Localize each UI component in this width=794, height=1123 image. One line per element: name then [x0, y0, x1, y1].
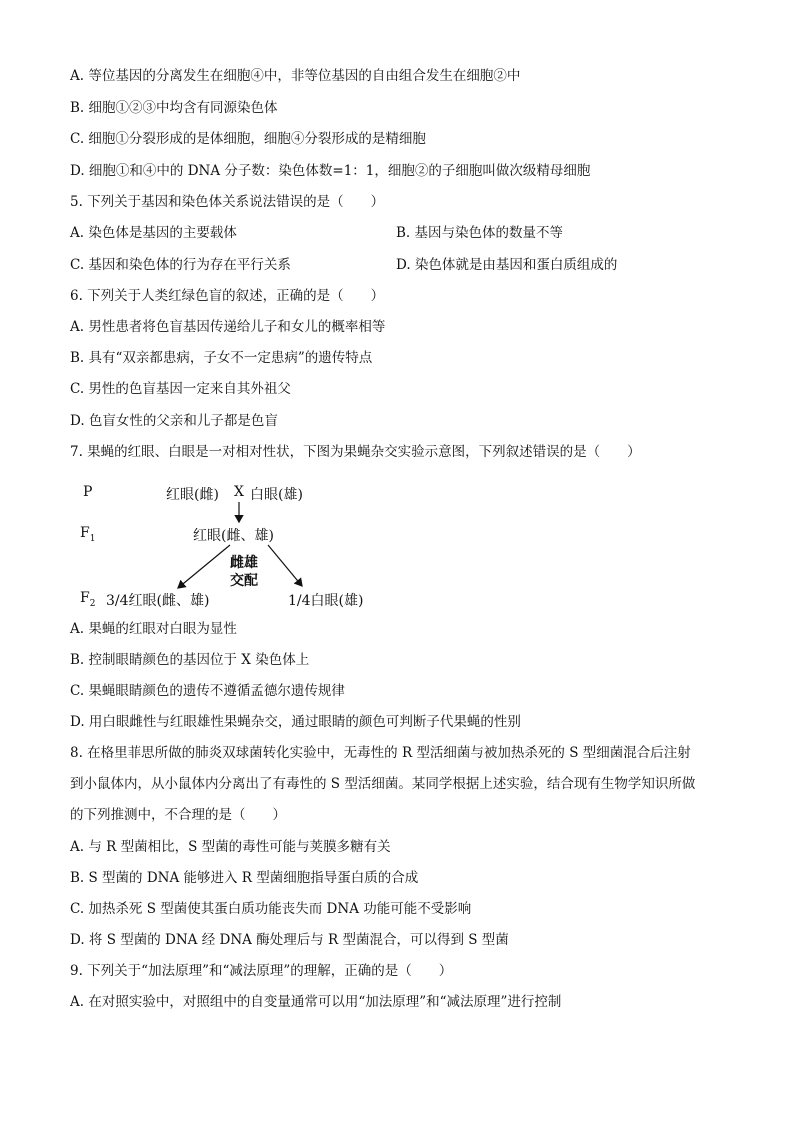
diagram-mating-line2: 交配 — [230, 573, 258, 589]
q4-option-c: C. 细胞①分裂形成的是体细胞，细胞④分裂形成的是精细胞 — [70, 131, 426, 147]
q6-option-c: C. 男性的色盲基因一定来自其外祖父 — [70, 381, 291, 397]
diagram-p-male: 白眼(雄) — [250, 487, 303, 503]
q6-option-b: B. 具有“双亲都患病，子女不一定患病”的遗传特点 — [70, 350, 373, 366]
q9-option-a: A. 在对照实验中，对照组中的自变量通常可以用“加法原理”和“减法原理”进行控制 — [70, 994, 562, 1010]
q6-option-a: A. 男性患者将色盲基因传递给儿子和女儿的概率相等 — [70, 319, 386, 335]
arrow-f1-to-f2-right — [268, 545, 302, 586]
diagram-mating-line1: 雌雄 — [230, 555, 258, 571]
diagram-arrows — [70, 478, 410, 618]
q8-option-b: B. S 型菌的 DNA 能够进入 R 型菌细胞指导蛋白质的合成 — [70, 870, 419, 886]
q7-option-d: D. 用白眼雌性与红眼雄性果蝇杂交，通过眼睛的颜色可判断子代果蝇的性别 — [70, 714, 521, 730]
q8-option-c: C. 加热杀死 S 型菌使其蛋白质功能丧失而 DNA 功能可能不受影响 — [70, 901, 472, 917]
q4-option-d: D. 细胞①和④中的 DNA 分子数：染色体数=1：1，细胞②的子细胞叫做次级精母细胞 — [70, 163, 591, 179]
diagram-cross-sign: X — [234, 484, 244, 500]
diagram-f1-label: $F_1$ — [80, 525, 96, 544]
cross-diagram — [70, 478, 410, 618]
q5-option-c: C. 基因和染色体的行为存在平行关系 — [70, 257, 291, 273]
q4-option-a: A. 等位基因的分离发生在细胞④中，非等位基因的自由组合发生在细胞②中 — [70, 68, 521, 84]
q7-option-b: B. 控制眼睛颜色的基因位于 X 染色体上 — [70, 652, 310, 668]
q7-option-a: A. 果蝇的红眼对白眼为显性 — [70, 621, 237, 637]
q8-stem-line1: 8. 在格里菲思所做的肺炎双球菌转化实验中，无毒性的 R 型活细菌与被加热杀死的 S 型细菌混合后注射 — [70, 745, 691, 761]
q7-option-c: C. 果蝇眼睛颜色的遗传不遵循孟德尔遗传规律 — [70, 683, 345, 699]
q8-stem-line2: 到小鼠体内，从小鼠体内分离出了有毒性的 S 型活细菌。某同学根据上述实验，结合现有生物学知识所做 — [70, 776, 696, 792]
q5-option-b: B. 基因与染色体的数量不等 — [396, 225, 564, 241]
q6-option-d: D. 色盲女性的父亲和儿子都是色盲 — [70, 413, 278, 429]
diagram-f2-label: $F_2$ — [80, 590, 96, 609]
diagram-p-female: 红眼(雌) — [166, 487, 219, 503]
q6-stem: 6. 下列关于人类红绿色盲的叙述，正确的是（ ） — [70, 288, 385, 304]
diagram-f1: 红眼(雌、雄) — [193, 528, 274, 544]
q5-stem: 5. 下列关于基因和染色体关系说法错误的是（ ） — [70, 194, 385, 210]
q7-stem: 7. 果蝇的红眼、白眼是一对相对性状，下图为果蝇杂交实验示意图，下列叙述错误的是（ ） — [70, 444, 641, 460]
diagram-f2-right: 1/4白眼(雄) — [288, 593, 364, 609]
q8-option-a: A. 与 R 型菌相比，S 型菌的毒性可能与荚膜多糖有关 — [70, 839, 391, 855]
q8-option-d: D. 将 S 型菌的 DNA 经 DNA 酶处理后与 R 型菌混合，可以得到 S 型菌 — [70, 932, 509, 948]
diagram-p-label: P — [83, 484, 93, 500]
q5-option-a: A. 染色体是基因的主要载体 — [70, 225, 237, 241]
arrow-f1-to-f2-left — [178, 545, 230, 588]
q5-option-d: D. 染色体就是由基因和蛋白质组成的 — [396, 257, 618, 273]
q8-stem-line3: 的下列推测中，不合理的是（ ） — [70, 807, 286, 823]
q4-option-b: B. 细胞①②③中均含有同源染色体 — [70, 100, 278, 116]
diagram-f2-left: 3/4红眼(雌、雄) — [106, 593, 210, 609]
q9-stem: 9. 下列关于“加法原理”和“减法原理”的理解，正确的是（ ） — [70, 963, 453, 979]
